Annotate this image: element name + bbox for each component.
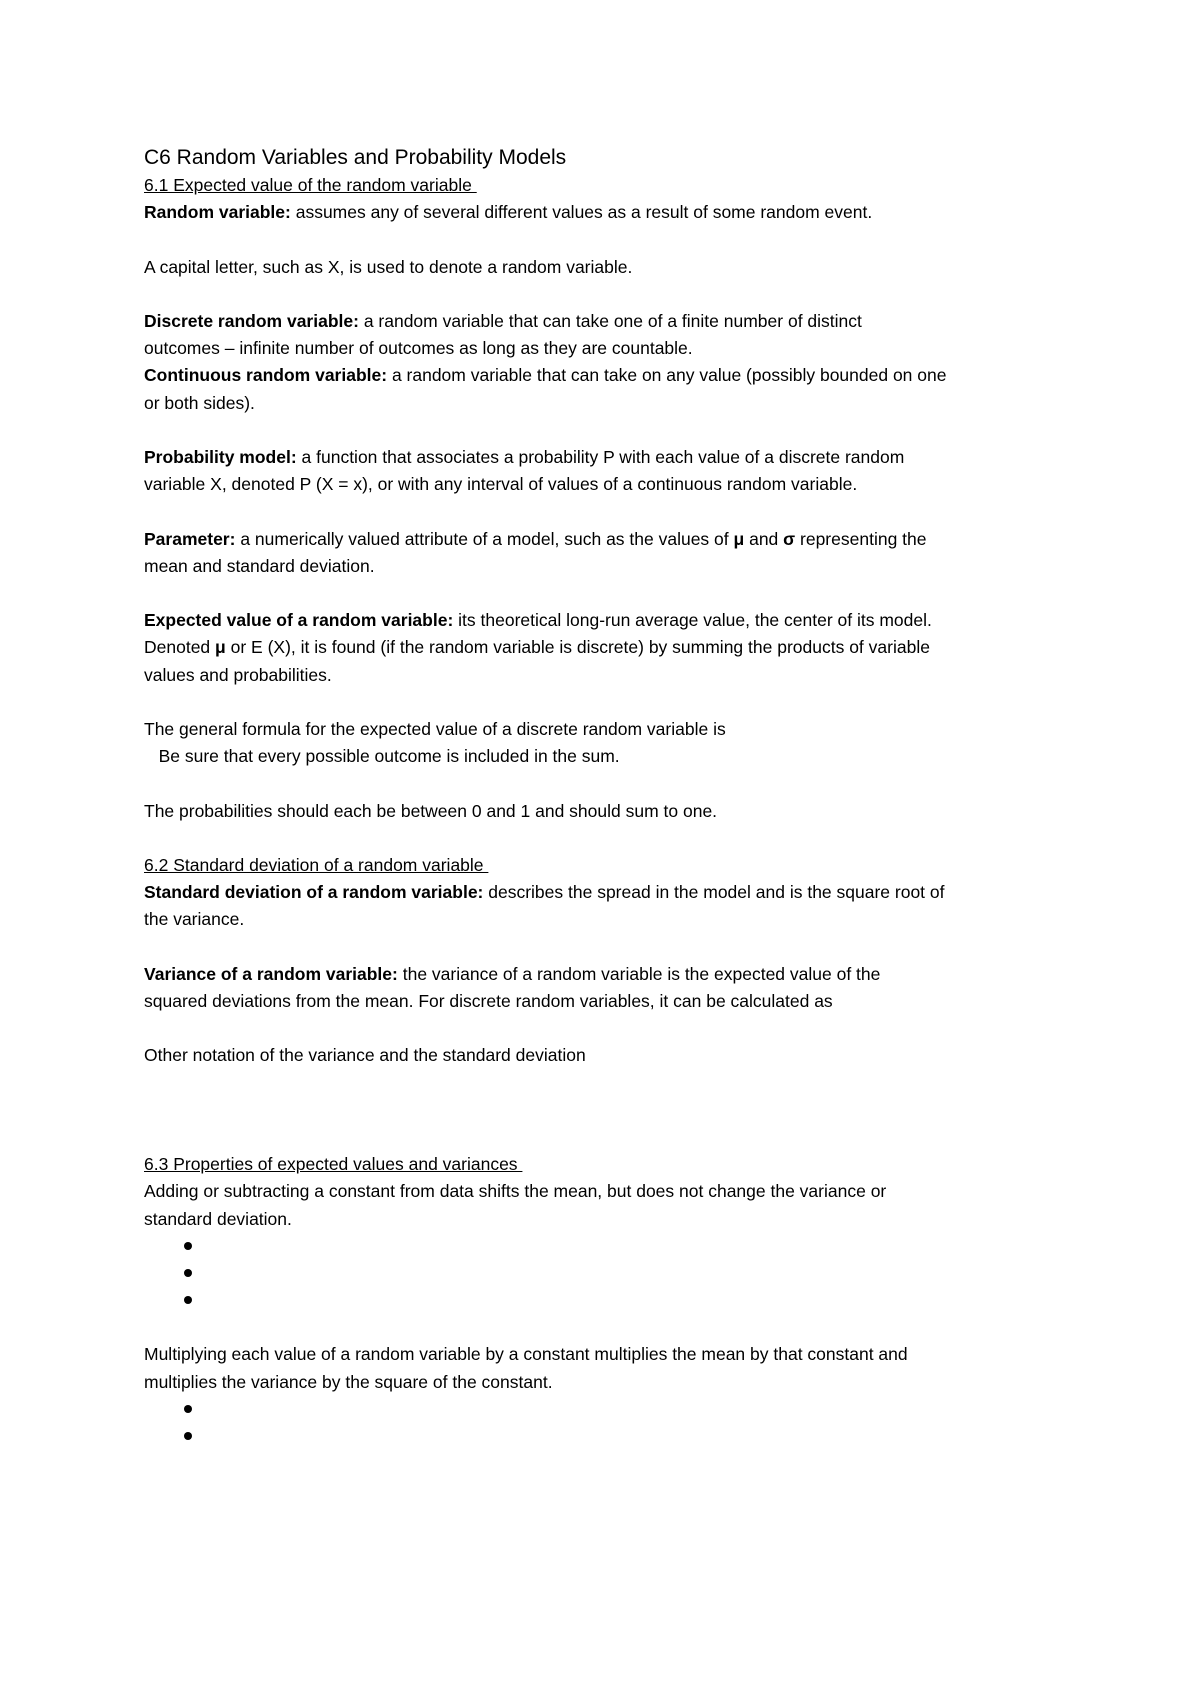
definition-text-continued: squared deviations from the mean. For discrete random variables, it can be calculated as (144, 990, 833, 1011)
paragraph-adding-constant-continued: standard deviation. (144, 1208, 292, 1229)
section-heading-6-1: 6.1 Expected value of the random variable (144, 175, 477, 195)
term-variance: Variance of a random variable: (144, 963, 398, 984)
bullet-icon (184, 1296, 192, 1304)
definition-text: representing the (795, 528, 927, 549)
symbol-sigma: σ (783, 528, 796, 549)
definition-continuous-random-variable (144, 362, 1100, 389)
paragraph-capital-letter: A capital letter, such as X, is used to denote a random variable. (144, 256, 633, 277)
paragraph-adding-constant: Adding or subtracting a constant from data shifts the mean, but does not change the variance or (144, 1181, 887, 1202)
definition-text-continued: mean and standard deviation. (144, 555, 375, 576)
section-heading-6-3: 6.3 Properties of expected values and variances (144, 1154, 523, 1175)
section-heading-6-2: 6.2 Standard deviation of a random variable (144, 854, 489, 875)
paragraph-general-formula: The general formula for the expected value of a discrete random variable is (144, 718, 726, 739)
term-probability-model: Probability model: (144, 446, 297, 467)
bullet-list-adding (144, 1233, 1100, 1315)
definition-text-continued: outcomes – infinite number of outcomes as long as they are countable. (144, 338, 693, 359)
bullet-icon (184, 1269, 192, 1277)
list-item (184, 1260, 1100, 1287)
term-discrete-random-variable: Discrete random variable: (144, 310, 359, 331)
paragraph-every-outcome: Be sure that every possible outcome is included in the sum. (144, 746, 620, 767)
definition-text: a function that associates a probability P with each value of a discrete random (296, 446, 905, 467)
definition-text-continued: values and probabilities. (144, 664, 332, 685)
symbol-mu: μ (733, 528, 745, 549)
list-item (184, 1287, 1100, 1314)
definition-probability-model (144, 444, 1100, 471)
term-standard-deviation: Standard deviation of a random variable: (144, 882, 484, 903)
term-expected-value: Expected value of a random variable: (144, 610, 454, 631)
definition-random-variable (144, 199, 1100, 226)
term-continuous-random-variable: Continuous random variable: (144, 365, 388, 386)
definition-text: a random variable that can take on any value (possibly bounded on one (387, 365, 947, 386)
list-item (184, 1233, 1100, 1260)
paragraph-multiplying-constant: Multiplying each value of a random variable by a constant multiplies the mean by that constant and (144, 1344, 908, 1365)
symbol-mu: μ (215, 637, 226, 658)
definition-text-continued: or both sides). (144, 392, 255, 413)
definition-expected-value (144, 607, 1100, 634)
definition-text: and (744, 528, 784, 549)
bullet-icon (184, 1405, 192, 1413)
definition-text-continued (144, 634, 1100, 661)
paragraph-other-notation: Other notation of the variance and the standard deviation (144, 1045, 586, 1066)
paragraph-multiplying-constant-continued: multiplies the variance by the square of the constant. (144, 1371, 553, 1392)
definition-parameter (144, 526, 1100, 553)
list-item (184, 1396, 1100, 1423)
definition-text: the variance of a random variable is the expected value of the (397, 963, 881, 984)
definition-text-continued: variable X, denoted P (X = x), or with any interval of values of a continuous random variable. (144, 474, 858, 495)
bullet-icon (184, 1432, 192, 1440)
definition-text: its theoretical long-run average value, the center of its model. (453, 610, 932, 631)
term-random-variable: Random variable: (144, 202, 291, 223)
definition-text: a random variable that can take one of a finite number of distinct (358, 310, 862, 331)
definition-text: a numerically valued attribute of a model, such as the values of (235, 528, 734, 549)
document-title: C6 Random Variables and Probability Models (144, 146, 567, 169)
definition-text: describes the spread in the model and is the square root of (483, 882, 945, 903)
term-parameter: Parameter: (144, 528, 236, 549)
bullet-icon (184, 1242, 192, 1250)
definition-variance (144, 961, 1100, 988)
definition-standard-deviation (144, 879, 1100, 906)
definition-discrete-random-variable (144, 308, 1100, 335)
definition-text: assumes any of several different values as a result of some random event. (290, 202, 873, 223)
list-item (184, 1423, 1100, 1450)
definition-text: or E (X), it is found (if the random variable is discrete) by summing the products of variable (225, 637, 930, 658)
paragraph-probabilities: The probabilities should each be between 0 and 1 and should sum to one. (144, 800, 718, 821)
bullet-list-multiplying (144, 1396, 1100, 1450)
definition-text-continued: the variance. (144, 909, 245, 930)
definition-text: Denoted (144, 637, 216, 658)
